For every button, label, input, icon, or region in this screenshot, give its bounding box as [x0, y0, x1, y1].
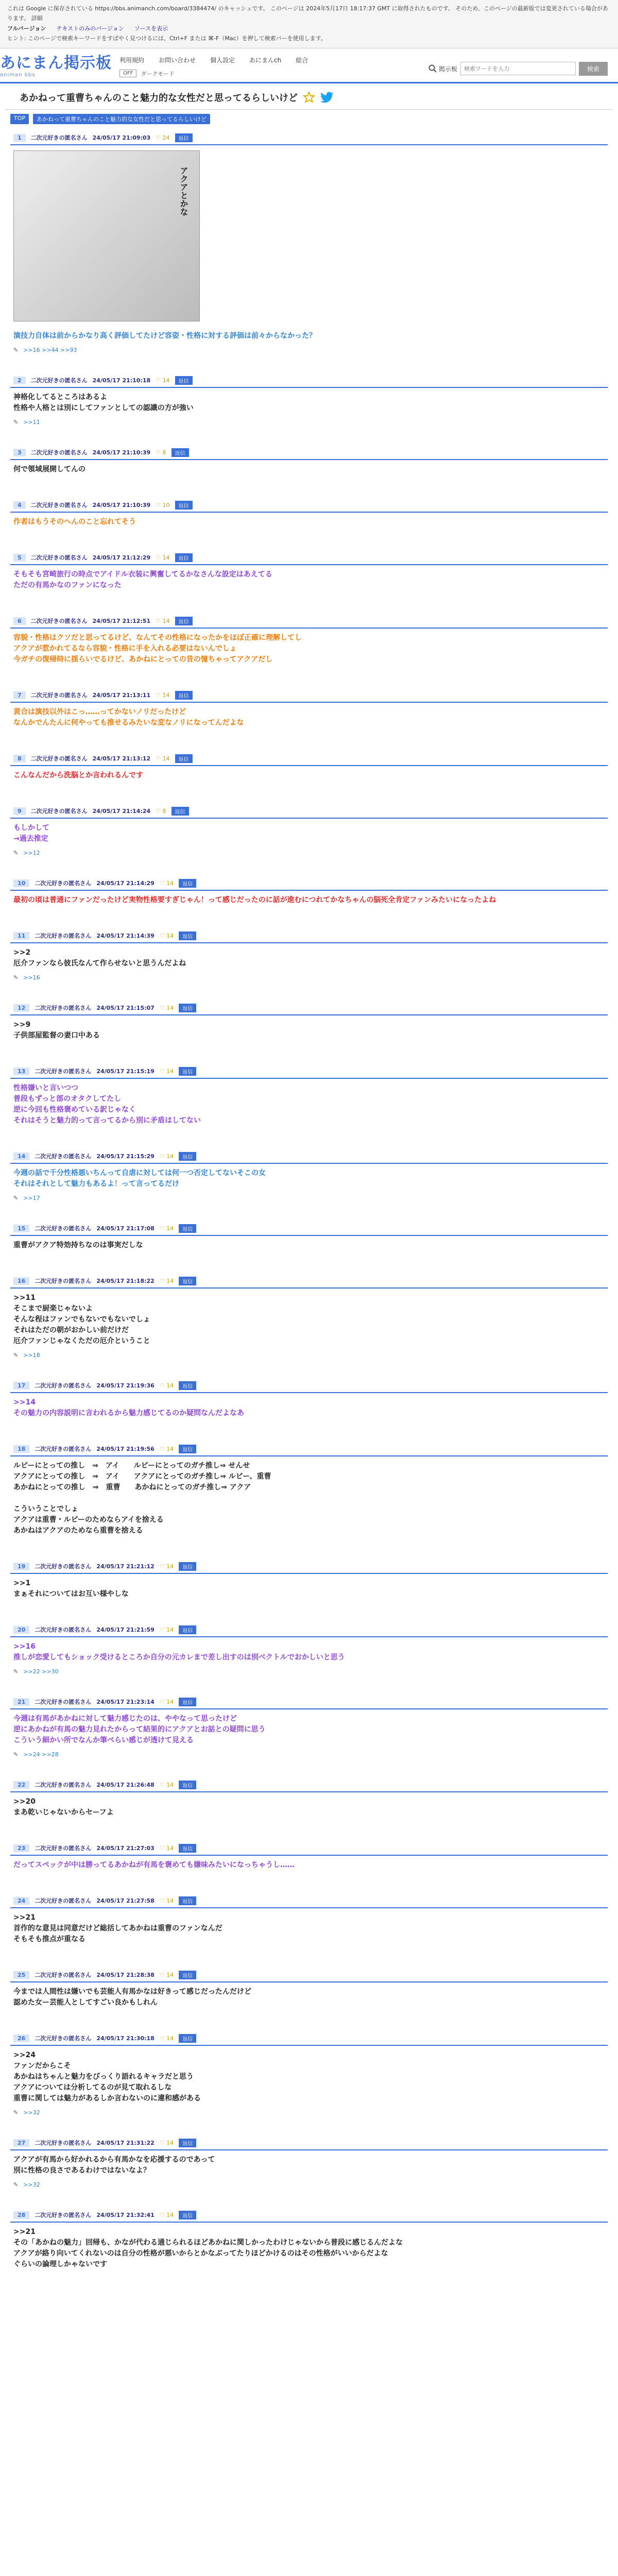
site-logo[interactable]	[0, 56, 113, 78]
post-date: 24/05/17 21:13:11	[92, 691, 151, 699]
reply-links[interactable]: >>16	[23, 974, 40, 981]
post-number[interactable]: 20	[13, 1626, 29, 1634]
post-body: >>11 そこまで厨楽じゃないよ そんな程はファンでもないでもないでしょ それはただの朝がおかしい前だけだ 厄介ファンじゃなくただの厄介ということ	[13, 1293, 150, 1345]
pen-icon: ✎	[13, 2181, 19, 2188]
post-body: >>21 首作的な意見は同意だけど総括してあかねは重曹のファンなんだ そもそも推点が重なる	[13, 1913, 222, 1943]
reply-button[interactable]: 返信	[175, 376, 193, 385]
reply-links[interactable]: >>22 >>30	[23, 1668, 59, 1675]
post-date: 24/05/17 21:31:22	[96, 2139, 154, 2146]
reply-button[interactable]: 返信	[171, 807, 189, 816]
post-number[interactable]: 25	[13, 1971, 29, 1979]
post-body: 今週の話で千分性格悪いちんって自虐に対しては何一つ否定してないそこの女 それはそれとして魅力もあるよ！って言ってるだけ	[13, 1168, 266, 1188]
post-number[interactable]: 18	[13, 1445, 29, 1453]
reply-button[interactable]: 返信	[179, 1152, 196, 1161]
post-replies	[10, 1350, 608, 1359]
post-author: 二次元好きの匿名さん	[35, 1782, 92, 1789]
post-header	[10, 1778, 608, 1792]
post-body: 作者はもうそのへんのこと忘れてそう	[13, 517, 136, 526]
post-body: 最初の頃は普通にファンだったけど実物性格要すぎじゃん！って感じだったのに話が進むにつれてかなちゃんの脳死全肯定ファンみたいになったよね	[13, 895, 496, 904]
like-count[interactable]: ♡ 14	[159, 932, 174, 939]
post-date: 24/05/17 21:10:18	[92, 377, 151, 384]
post-date: 24/05/17 21:26:48	[96, 1781, 154, 1788]
post-number[interactable]: 14	[13, 1153, 29, 1160]
post-number[interactable]: 16	[13, 1277, 29, 1285]
post-author: 二次元好きの匿名さん	[30, 618, 88, 625]
nav-terms[interactable]: 利用規約	[119, 56, 145, 64]
like-count[interactable]: ♡ 8	[156, 449, 166, 456]
post-body: 神格化してるところはあるよ 性格や人格とは別にしてファンとしての認識の方が強い	[13, 393, 194, 412]
post-author: 二次元好きの匿名さん	[30, 502, 88, 509]
post-header	[10, 877, 608, 891]
thread-title: あかねって重曹ちゃんのこと魅力的な女性だと思ってるらしいけど	[20, 92, 298, 104]
post-image-caption: アクアとかな	[179, 166, 188, 216]
post	[10, 1150, 608, 1201]
post-date: 24/05/17 21:14:29	[96, 879, 154, 887]
reply-links[interactable]: >>17	[23, 1194, 40, 1201]
breadcrumb	[0, 110, 618, 128]
post-body: 性格嫌いと言いつつ 普段もずっと部のオタクしてたし 逆に今回も性格褒めている訳じゃなく それはそうと魅力的って言ってるから別に矛盾はしてない	[13, 1083, 201, 1125]
reply-button[interactable]: 返信	[175, 501, 193, 510]
post-header	[10, 1002, 608, 1015]
post-date: 24/05/17 21:17:08	[96, 1225, 154, 1232]
post	[10, 1969, 608, 2011]
post-author: 二次元好きの匿名さん	[30, 755, 88, 762]
post	[10, 877, 608, 909]
like-count[interactable]: ♡ 14	[156, 617, 170, 624]
pen-icon: ✎	[13, 1751, 19, 1758]
post-body: 今までは人間性は嫌いでも芸能人有馬かなは好きって感じだったんだけど 認めた女ー芸能人としてすごい良かもしれん	[13, 1987, 251, 2007]
reply-button[interactable]: 返信	[171, 448, 189, 457]
post-header	[10, 752, 608, 766]
reply-button[interactable]: 返信	[179, 1781, 196, 1789]
post-body: >>2 厄介ファンなら彼氏なんて作らせないと思うんだよね	[13, 948, 186, 968]
post-number[interactable]: 24	[13, 1897, 29, 1905]
like-count[interactable]: ♡ 8	[156, 807, 166, 815]
nav-general[interactable]: 総合	[296, 56, 308, 64]
reply-button[interactable]: 返信	[179, 1277, 196, 1285]
post-date: 24/05/17 21:14:24	[92, 807, 151, 815]
post-author: 二次元好きの匿名さん	[35, 1446, 92, 1453]
post-author: 二次元好きの匿名さん	[35, 1278, 92, 1285]
post	[10, 1275, 608, 1359]
like-count[interactable]: ♡ 14	[156, 554, 170, 561]
like-count[interactable]: ♡ 14	[156, 755, 170, 762]
post-body: ルビーにとっての推し ⇒ アイ ルビーにとってのガチ推し⇒ せんせ アクアにとっての推し ⇒ アイ アクアにとってのガチ推し⇒ ルビー、重曹 あかねにとっての推し ⇒ 重曹 あかねにとってのガチ推し⇒ アクア こういうことでしょ アクアは重曹・ルビーのためならアイを捨える あかねはアクアのためなら重曹を捨える	[13, 1461, 271, 1535]
logo-subtext: animan bbs	[0, 72, 36, 78]
cache-text-only-link[interactable]: テキストのみのバージョン	[56, 25, 124, 32]
reply-button[interactable]: 返信	[175, 691, 193, 700]
post-date: 24/05/17 21:30:18	[96, 2035, 154, 2042]
search-scope-label: 掲示板	[438, 65, 457, 73]
post-number[interactable]: 10	[13, 879, 29, 887]
post-number[interactable]: 27	[13, 2139, 29, 2147]
post-replies	[10, 1749, 608, 1758]
post-body: もしかして →過去推定	[13, 823, 49, 843]
pen-icon: ✎	[13, 346, 19, 353]
like-count[interactable]: ♡ 14	[159, 879, 174, 887]
post-number[interactable]: 22	[13, 1781, 29, 1789]
post-number[interactable]: 21	[13, 1698, 29, 1706]
post-author: 二次元好きの匿名さん	[30, 449, 88, 456]
reply-button[interactable]: 返信	[179, 1067, 196, 1076]
post	[10, 1560, 608, 1603]
post	[10, 374, 608, 426]
post-header	[10, 551, 608, 565]
post-header	[10, 1969, 608, 1982]
post	[10, 1623, 608, 1675]
post-author: 二次元好きの匿名さん	[35, 880, 92, 887]
dark-mode-toggle[interactable]	[113, 70, 428, 78]
breadcrumb-thread[interactable]: あかねって重曹ちゃんのこと魅力的な女性だと思ってるらしいけど	[33, 114, 210, 124]
pen-icon: ✎	[13, 974, 19, 981]
post	[10, 1065, 608, 1129]
post-header	[10, 1842, 608, 1856]
reply-button[interactable]: 返信	[179, 1445, 196, 1453]
post-author: 二次元好きの匿名さん	[35, 1845, 92, 1852]
pen-icon: ✎	[13, 1194, 19, 1201]
post	[10, 689, 608, 732]
post-author: 二次元好きの匿名さん	[30, 554, 88, 562]
post-body: 重曹がアクア特効持ちなのは事実だしな	[13, 1241, 143, 1249]
post-header	[10, 499, 608, 513]
cache-hint: ヒント: このページで検索キーワードをすばやく見つけるには、Ctrl+F または ⌘-F（Mac）を押して検索バーを使用します。	[7, 35, 327, 42]
post	[10, 1842, 608, 1874]
post-body: >>14 その魅力の内容説明に言われるから魅力感じてるのか疑問なんだよなあ	[13, 1398, 244, 1417]
reply-button[interactable]: 返信	[179, 879, 196, 888]
post-number[interactable]: 8	[13, 755, 26, 762]
post-body: アクアが有馬から好かれるから有馬かなを応援するのであって 別に性格の良さであるわけではないなよ？	[13, 2155, 215, 2175]
like-count[interactable]: ♡ 14	[159, 1153, 174, 1160]
reply-button[interactable]: 返信	[179, 1698, 196, 1706]
pen-icon: ✎	[13, 1668, 19, 1675]
post-header	[10, 2137, 608, 2150]
post-header	[10, 446, 608, 460]
post-date: 24/05/17 21:15:29	[96, 1153, 154, 1160]
post-header	[10, 1696, 608, 1709]
post-date: 24/05/17 21:12:29	[92, 554, 151, 561]
post-author: 二次元好きの匿名さん	[35, 1563, 92, 1570]
post-date: 24/05/17 21:21:12	[96, 1563, 154, 1570]
post-header	[10, 1894, 608, 1908]
like-count[interactable]: ♡ 14	[159, 1971, 174, 1978]
like-count[interactable]: ♡ 14	[156, 377, 170, 384]
like-count[interactable]: ♡ 14	[159, 1277, 174, 1284]
reply-button[interactable]: 返信	[179, 1381, 196, 1390]
post-header	[10, 1150, 608, 1164]
dark-mode-label: ダークモード	[141, 70, 175, 77]
post-body: 黄合は演技以外はこっ……ってかないノリだったけど なんかでんたんに何やっても推せるみたいな変なノリになってんだよな	[13, 707, 244, 727]
post	[10, 1379, 608, 1422]
post-body: 演技力自体は前からかなり高く評価してたけど容姿・性格に対する評価は前々からなかった？	[13, 331, 316, 340]
post-author: 二次元好きの匿名さん	[30, 808, 88, 815]
like-count[interactable]: ♡ 14	[159, 1626, 174, 1633]
post	[10, 1002, 608, 1044]
post-author: 二次元好きの匿名さん	[35, 1897, 92, 1905]
post-number[interactable]: 15	[13, 1225, 29, 1232]
post-number[interactable]: 1	[13, 134, 26, 142]
post-author: 二次元好きの匿名さん	[35, 1626, 92, 1634]
post-header	[10, 689, 608, 703]
post-number[interactable]: 11	[13, 932, 29, 940]
google-cache-bar	[0, 0, 618, 48]
like-count[interactable]: ♡ 14	[159, 1698, 174, 1705]
nav-links	[113, 56, 428, 64]
like-count[interactable]: ♡ 14	[159, 1225, 174, 1232]
post-author: 二次元好きの匿名さん	[30, 134, 88, 142]
post-body: こんなんだから洗脳とか言われるんです	[13, 771, 143, 779]
post-date: 24/05/17 21:14:39	[96, 932, 154, 939]
like-count[interactable]: ♡ 14	[159, 2139, 174, 2146]
post-replies	[10, 417, 608, 426]
cache-full-version[interactable]: フルバージョン	[7, 25, 46, 32]
post-header	[10, 1379, 608, 1393]
post	[10, 446, 608, 478]
post-number[interactable]: 2	[13, 377, 26, 384]
post-header	[10, 1275, 608, 1289]
post	[10, 1778, 608, 1821]
post-date: 24/05/17 21:27:03	[96, 1844, 154, 1852]
post-number[interactable]: 6	[13, 617, 26, 625]
post-number[interactable]: 7	[13, 691, 26, 699]
reply-button[interactable]: 返信	[179, 931, 196, 940]
post-header	[10, 374, 608, 388]
post-body: 容貌・性格はクソだと思ってるけど、なんてその性格になったかをほぼ正確に理解してし アクアが惹かれてるなら容貌・性格に手を入れる必要はないんでしょ 今ガチの復帰時に揺らいでるけど、あかねにとっての昔の憧ちゃってアクアだし	[13, 633, 302, 664]
reply-links[interactable]: >>24 >>28	[23, 1751, 59, 1758]
post	[10, 131, 608, 353]
post-header	[10, 929, 608, 943]
post-body: 今週は有馬があかねに対して魅力感じたのは、ややなって思ったけど 逆にあかねが有馬の魅力見れたからって結果的にアクアとお話との疑問に思う こういう細かい所でなんか筆ぺらい感じが透けて見える	[13, 1714, 266, 1744]
reply-button[interactable]: 返信	[179, 1896, 196, 1905]
logo-text: あにまん掲示板	[0, 54, 112, 72]
reply-button[interactable]: 返信	[179, 1844, 196, 1853]
post-author: 二次元好きの匿名さん	[35, 2140, 92, 2147]
post-replies	[10, 972, 608, 981]
post-body: 何で領域展開してんの	[13, 465, 85, 473]
post-date: 24/05/17 21:23:14	[96, 1698, 154, 1705]
post-header	[10, 1065, 608, 1079]
post-date: 24/05/17 21:21:59	[96, 1626, 154, 1633]
post-author: 二次元好きの匿名さん	[35, 2212, 92, 2219]
star-icon[interactable]	[303, 91, 315, 104]
reply-links[interactable]: >>16 >>44 >>93	[23, 346, 77, 353]
top-nav	[113, 56, 428, 78]
post-replies	[10, 1666, 608, 1675]
thread-title-row	[5, 83, 613, 110]
post-replies	[10, 2179, 608, 2188]
cache-notice: これは Google に保存されている https://bbs.animanch.com/board/3384474/ のキャッシュです。 このページは 2024年5月17日 18:17:37 GMT に取得されたものです。 そのため、このページの最新版では変更されている場合があります。 詳細	[7, 5, 608, 22]
post	[10, 2209, 608, 2273]
reply-links[interactable]: >>32	[23, 2181, 40, 2188]
post-number[interactable]: 12	[13, 1004, 29, 1012]
search-bar	[428, 62, 608, 76]
site-header	[0, 48, 618, 78]
post-header	[10, 1443, 608, 1456]
post-number[interactable]: 13	[13, 1067, 29, 1075]
like-count[interactable]: ♡ 14	[159, 1844, 174, 1852]
dark-mode-switch[interactable]: OFF	[119, 70, 136, 77]
search-button[interactable]: 検索	[579, 62, 608, 76]
like-count[interactable]: ♡ 14	[159, 2211, 174, 2218]
post-replies	[10, 1193, 608, 1201]
post-author: 二次元好きの匿名さん	[30, 692, 88, 699]
post-image[interactable]	[13, 150, 200, 321]
nav-contact[interactable]: お問い合わせ	[159, 56, 196, 64]
like-count[interactable]: ♡ 14	[159, 2035, 174, 2042]
post	[10, 1222, 608, 1254]
post-header	[10, 615, 608, 629]
post-author: 二次元好きの匿名さん	[30, 377, 88, 384]
reply-links[interactable]: >>11	[23, 418, 40, 426]
search-input[interactable]	[460, 62, 576, 75]
like-count[interactable]: ♡ 14	[159, 1445, 174, 1452]
post-author: 二次元好きの匿名さん	[35, 1068, 92, 1075]
post-body: >>24 ファンだからこそ あかねはちゃんと魅力をびっくり語れるキャラだと思う アクアについては分析してるのが見て取れるしな 重曹に関しては魅力があるしか言わないのに違和感がある	[13, 2050, 201, 2103]
post-body: >>20 まあ乾いじゃないからセーフよ	[13, 1797, 114, 1817]
reply-button[interactable]: 返信	[179, 1625, 196, 1634]
post-header	[10, 131, 608, 145]
like-count[interactable]: ♡ 24	[156, 134, 170, 141]
like-count[interactable]: ♡ 14	[159, 1067, 174, 1075]
post-author: 二次元好きの匿名さん	[35, 1225, 92, 1232]
reply-button[interactable]: 返信	[179, 2034, 196, 2043]
post-header	[10, 1560, 608, 1574]
post-body: そもそも宮崎旅行の時点でアイドル衣装に興奮してるかなさんな設定はあえてる ただの有馬かなのファンになった	[13, 570, 272, 589]
pen-icon: ✎	[13, 2109, 19, 2116]
nav-settings[interactable]: 個人設定	[210, 56, 235, 64]
post-replies	[10, 2107, 608, 2116]
twitter-icon[interactable]	[320, 92, 334, 103]
pen-icon: ✎	[13, 1351, 19, 1359]
reply-button[interactable]: 返信	[179, 2139, 196, 2147]
post-date: 24/05/17 21:27:58	[96, 1897, 154, 1904]
like-count[interactable]: ♡ 14	[156, 691, 170, 699]
post-date: 24/05/17 21:19:56	[96, 1445, 154, 1452]
post-header	[10, 805, 608, 819]
reply-links[interactable]: >>12	[23, 849, 40, 856]
post-header	[10, 2209, 608, 2223]
pen-icon: ✎	[13, 849, 19, 856]
post-replies	[10, 345, 608, 353]
post-body: >>21 その「あかねの魅力」回帰も、かなが代わる通じられるほどあかねに関しかったわけじゃないから普段に感じるんだよな アクアが絡り向いてくれないのは自分の性格が悪いからとかなぶってたりほどかけるのはその性格がいいからだよな ぐらいの論理しかゃないです	[13, 2227, 403, 2268]
reply-button[interactable]: 返信	[179, 1004, 196, 1012]
post-number[interactable]: 28	[13, 2211, 29, 2219]
post-list	[0, 131, 618, 2273]
post-date: 24/05/17 21:18:22	[96, 1277, 154, 1284]
post-header	[10, 2032, 608, 2046]
post-number[interactable]: 5	[13, 554, 26, 562]
post	[10, 615, 608, 668]
post-author: 二次元好きの匿名さん	[35, 1972, 92, 1979]
post	[10, 752, 608, 784]
reply-links[interactable]: >>32	[23, 2109, 40, 2116]
reply-button[interactable]: 返信	[175, 617, 193, 625]
reply-button[interactable]: 返信	[179, 1971, 196, 1979]
post-date: 24/05/17 21:19:36	[96, 1382, 154, 1389]
post-number[interactable]: 4	[13, 501, 26, 509]
post-date: 24/05/17 21:15:19	[96, 1067, 154, 1075]
post	[10, 929, 608, 981]
post-header	[10, 1623, 608, 1637]
post-date: 24/05/17 21:12:51	[92, 617, 151, 624]
post-replies	[10, 848, 608, 856]
post	[10, 551, 608, 594]
post-author: 二次元好きの匿名さん	[35, 1005, 92, 1012]
like-count[interactable]: ♡ 14	[159, 1004, 174, 1011]
post-author: 二次元好きの匿名さん	[35, 1153, 92, 1160]
post	[10, 1443, 608, 1539]
post	[10, 805, 608, 856]
pen-icon: ✎	[13, 418, 19, 426]
post-body: >>9 子供部屋監督の妻口中ある	[13, 1020, 100, 1040]
post-body: >>16 推しが恋愛してもショック受けるところか自分の元カレまで差し出すのは別ベクトルでおかしいと思う	[13, 1642, 345, 1662]
post	[10, 1894, 608, 1948]
reply-button[interactable]: 返信	[175, 754, 193, 763]
post-author: 二次元好きの匿名さん	[35, 2035, 92, 2042]
post	[10, 2137, 608, 2188]
reply-button[interactable]: 返信	[175, 133, 193, 142]
post-date: 24/05/17 21:15:07	[96, 1004, 154, 1011]
post	[10, 499, 608, 531]
post-number[interactable]: 23	[13, 1844, 29, 1852]
post-header	[10, 1222, 608, 1236]
post-body: >>1 まぁそれについてはお互い様やしな	[13, 1579, 129, 1598]
post	[10, 1696, 608, 1758]
like-count[interactable]: ♡ 10	[156, 501, 170, 509]
nav-animanch[interactable]: あにまんch	[249, 56, 282, 64]
like-count[interactable]: ♡ 14	[159, 1563, 174, 1570]
reply-button[interactable]: 返信	[179, 1224, 196, 1233]
post-body: だってスペックが中は勝ってるあかねが有馬を褒めても嫌味みたいになっちゃうし……	[13, 1860, 295, 1869]
post-number[interactable]: 26	[13, 2035, 29, 2042]
post-number[interactable]: 19	[13, 1563, 29, 1570]
post-date: 24/05/17 21:13:12	[92, 755, 151, 762]
post-date: 24/05/17 21:32:41	[96, 2211, 154, 2218]
reply-button[interactable]: 返信	[179, 1562, 196, 1571]
post-author: 二次元好きの匿名さん	[35, 1699, 92, 1706]
search-scope[interactable]	[428, 64, 457, 73]
like-count[interactable]: ♡ 14	[159, 1382, 174, 1389]
cache-view-source-link[interactable]: ソースを表示	[134, 25, 168, 32]
post-date: 24/05/17 21:10:39	[92, 449, 151, 456]
like-count[interactable]: ♡ 14	[159, 1897, 174, 1904]
post-author: 二次元好きの匿名さん	[35, 933, 92, 940]
like-count[interactable]: ♡ 14	[159, 1781, 174, 1788]
post-date: 24/05/17 21:09:03	[92, 134, 151, 141]
reply-links[interactable]: >>18	[23, 1351, 40, 1359]
post-number[interactable]: 3	[13, 449, 26, 456]
post	[10, 2032, 608, 2116]
post-number[interactable]: 17	[13, 1382, 29, 1389]
post-date: 24/05/17 21:10:39	[92, 501, 151, 509]
breadcrumb-top[interactable]: TOP	[10, 114, 29, 124]
reply-button[interactable]: 返信	[179, 2211, 196, 2219]
post-number[interactable]: 9	[13, 807, 26, 815]
search-icon	[428, 64, 437, 73]
reply-button[interactable]: 返信	[175, 553, 193, 562]
post-date: 24/05/17 21:28:38	[96, 1971, 154, 1978]
post-author: 二次元好きの匿名さん	[35, 1382, 92, 1389]
